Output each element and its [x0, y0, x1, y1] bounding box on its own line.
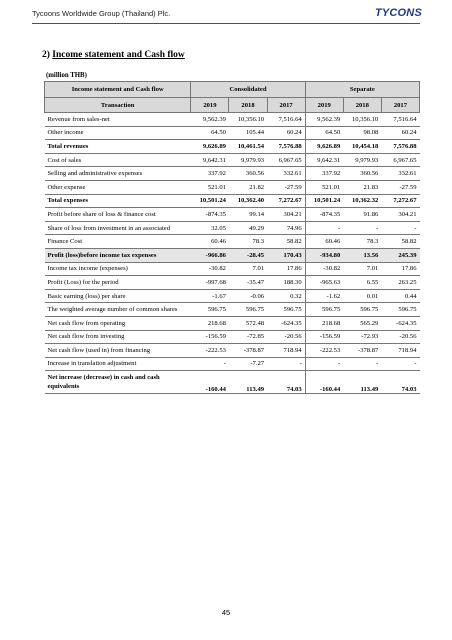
cell-value: 337.92 — [191, 167, 229, 181]
cell-value: 245.39 — [381, 248, 419, 262]
cell-value: - — [191, 357, 229, 371]
cell-value: -27.59 — [267, 180, 305, 194]
cell-value: 9,562.39 — [191, 113, 229, 127]
cell-value: -0.06 — [229, 289, 267, 303]
cell-value: 218.68 — [191, 316, 229, 330]
cell-value: 58.82 — [381, 235, 419, 249]
table-row — [45, 140, 420, 154]
cell-value: -874.35 — [305, 208, 343, 222]
cell-value: -966.86 — [191, 248, 229, 262]
cell-value: -20.56 — [381, 330, 419, 344]
cell-value: 337.92 — [305, 167, 343, 181]
cell-value: 99.14 — [229, 208, 267, 222]
cell-value: 17.86 — [267, 262, 305, 276]
cell-value: 565.29 — [343, 316, 381, 330]
row-label: Basic earning (loss) per share — [45, 289, 191, 303]
table-row — [45, 316, 420, 330]
table-row — [45, 357, 420, 371]
row-label: Cost of sales — [45, 153, 191, 167]
cell-value: 10,356.10 — [343, 113, 381, 127]
row-label: The weighted average number of common shares — [45, 303, 191, 317]
row-label: Profit (loss)before income tax expenses — [45, 248, 191, 262]
cell-value: 6,967.65 — [267, 153, 305, 167]
table-row — [45, 167, 420, 181]
cell-value: -35.47 — [229, 276, 267, 290]
table-row — [45, 303, 420, 317]
cell-value: -1.67 — [191, 289, 229, 303]
cell-value: 360.56 — [343, 167, 381, 181]
cell-value: -874.35 — [191, 208, 229, 222]
cell-value: 304.21 — [267, 208, 305, 222]
table-row — [45, 194, 420, 208]
cell-value: 7,576.88 — [267, 140, 305, 154]
cell-value: 332.61 — [381, 167, 419, 181]
cell-value: 596.75 — [381, 303, 419, 317]
cell-value: - — [343, 357, 381, 371]
cell-value: 0.32 — [267, 289, 305, 303]
row-label: Net cash flow from investing — [45, 330, 191, 344]
cell-value: 21.83 — [343, 180, 381, 194]
cell-value: 105.44 — [229, 126, 267, 140]
cell-value: -965.63 — [305, 276, 343, 290]
column-header-year: 2018 — [343, 98, 381, 113]
table-row — [45, 262, 420, 276]
row-label: Profit (Loss) for the period — [45, 276, 191, 290]
table-row — [45, 235, 420, 249]
row-label: Other expense — [45, 180, 191, 194]
column-header-year: 2019 — [305, 98, 343, 113]
cell-value: - — [381, 357, 419, 371]
cell-value: -378.87 — [229, 344, 267, 358]
cell-value: -72.93 — [343, 330, 381, 344]
table-row — [45, 113, 420, 127]
cell-value: -27.59 — [381, 180, 419, 194]
table-row — [45, 221, 420, 235]
cell-value: -30.82 — [191, 262, 229, 276]
cell-value: 60.24 — [381, 126, 419, 140]
column-header-year: 2017 — [267, 98, 305, 113]
cell-value: 188.30 — [267, 276, 305, 290]
cell-value: 0.44 — [381, 289, 419, 303]
table-row — [45, 330, 420, 344]
cell-value: 218.68 — [305, 316, 343, 330]
cell-value: -624.35 — [381, 316, 419, 330]
cell-value: 21.82 — [229, 180, 267, 194]
cell-value: 596.75 — [191, 303, 229, 317]
cell-value: 74.96 — [267, 221, 305, 235]
cell-value: 7,516.64 — [381, 113, 419, 127]
table-row — [45, 344, 420, 358]
cell-value: -378.87 — [343, 344, 381, 358]
cell-value: 17.86 — [381, 262, 419, 276]
cell-value: 9,642.31 — [305, 153, 343, 167]
row-label: Profit before share of loss & finance cost — [45, 208, 191, 222]
company-name: Tycoons Worldwide Group (Thailand) Plc. — [32, 9, 171, 18]
row-label: Total expenses — [45, 194, 191, 208]
cell-value: 74.03 — [267, 371, 305, 394]
table-row — [45, 180, 420, 194]
cell-value: 98.08 — [343, 126, 381, 140]
cell-value: 10,461.54 — [229, 140, 267, 154]
cell-value: 6,967.65 — [381, 153, 419, 167]
cell-value: 78.3 — [229, 235, 267, 249]
unit-label: (million THB) — [46, 72, 87, 79]
cell-value: 170.43 — [267, 248, 305, 262]
cell-value: -997.68 — [191, 276, 229, 290]
cell-value: 10,501.24 — [191, 194, 229, 208]
cell-value: 572.48 — [229, 316, 267, 330]
cell-value: 64.50 — [305, 126, 343, 140]
cell-value: 521.01 — [305, 180, 343, 194]
cell-value: -1.62 — [305, 289, 343, 303]
cell-value: -934.80 — [305, 248, 343, 262]
cell-value: -156.59 — [305, 330, 343, 344]
page-number: 45 — [221, 608, 231, 617]
cell-value: -28.45 — [229, 248, 267, 262]
cell-value: 10,362.32 — [343, 194, 381, 208]
row-label: Share of loss from investment in an associated — [45, 221, 191, 235]
cell-value: 7,576.88 — [381, 140, 419, 154]
cell-value: -160.44 — [305, 371, 343, 394]
cell-value: 596.75 — [305, 303, 343, 317]
group-header-separate: Separate — [305, 82, 419, 98]
column-header-year: 2018 — [229, 98, 267, 113]
row-label: Finance Cost — [45, 235, 191, 249]
group-header-row — [45, 82, 420, 98]
cell-value: 10,501.24 — [305, 194, 343, 208]
cell-value: 60.46 — [191, 235, 229, 249]
cell-value: 78.3 — [343, 235, 381, 249]
cell-value: -222.53 — [191, 344, 229, 358]
cell-value: 10,362.40 — [229, 194, 267, 208]
cell-value: 9,626.89 — [305, 140, 343, 154]
cell-value: 6.55 — [343, 276, 381, 290]
row-label: Net cash flow (used in) from financing — [45, 344, 191, 358]
row-label: Net cash flow from operating — [45, 316, 191, 330]
cell-value: 64.50 — [191, 126, 229, 140]
cell-value: 7.01 — [343, 262, 381, 276]
cell-value: 13.56 — [343, 248, 381, 262]
cell-value: -624.35 — [267, 316, 305, 330]
section-title-text: Income statement and Cash flow — [52, 50, 185, 60]
table-row — [45, 371, 420, 394]
cell-value: 332.61 — [267, 167, 305, 181]
cell-value: 7,272.67 — [267, 194, 305, 208]
column-header-transaction: Transaction — [45, 98, 191, 113]
cell-value: 263.25 — [381, 276, 419, 290]
cell-value: 60.46 — [305, 235, 343, 249]
cell-value: 596.75 — [229, 303, 267, 317]
table-row — [45, 153, 420, 167]
cell-value: 521.01 — [191, 180, 229, 194]
cell-value: 7,272.67 — [381, 194, 419, 208]
cell-value: - — [343, 221, 381, 235]
cell-value: 718.94 — [267, 344, 305, 358]
cell-value: 304.21 — [381, 208, 419, 222]
row-label: Other income — [45, 126, 191, 140]
cell-value: 596.75 — [343, 303, 381, 317]
cell-value: 9,979.93 — [229, 153, 267, 167]
table-row — [45, 289, 420, 303]
cell-value: -20.56 — [267, 330, 305, 344]
table-row — [45, 126, 420, 140]
cell-value: -72.85 — [229, 330, 267, 344]
cell-value: 9,979.93 — [343, 153, 381, 167]
cell-value: 113.49 — [229, 371, 267, 394]
cell-value: -7.27 — [229, 357, 267, 371]
cell-value: 113.49 — [343, 371, 381, 394]
cell-value: - — [305, 357, 343, 371]
cell-value: 0.01 — [343, 289, 381, 303]
cell-value: -30.82 — [305, 262, 343, 276]
cell-value: 360.56 — [229, 167, 267, 181]
cell-value: 49.29 — [229, 221, 267, 235]
table-row — [45, 276, 420, 290]
table-row — [45, 208, 420, 222]
cell-value: 58.82 — [267, 235, 305, 249]
cell-value: 718.94 — [381, 344, 419, 358]
cell-value: 9,626.89 — [191, 140, 229, 154]
cell-value: 7,516.64 — [267, 113, 305, 127]
row-label: Selling and administrative expenses — [45, 167, 191, 181]
section-title — [42, 50, 185, 60]
row-label: Revenue from sales-net — [45, 113, 191, 127]
column-header-year: 2017 — [381, 98, 419, 113]
cell-value: 60.24 — [267, 126, 305, 140]
group-header-first: Income statement and Cash flow — [45, 82, 191, 98]
group-header-consolidated: Consolidated — [191, 82, 305, 98]
column-header-row — [45, 98, 420, 113]
cell-value: -222.53 — [305, 344, 343, 358]
cell-value: 596.75 — [267, 303, 305, 317]
cell-value: 9,562.39 — [305, 113, 343, 127]
row-label: Income tax income (expenses) — [45, 262, 191, 276]
row-label: Increase in translation adjustment — [45, 357, 191, 371]
cell-value: 91.86 — [343, 208, 381, 222]
cell-value: -156.59 — [191, 330, 229, 344]
cell-value: 32.05 — [191, 221, 229, 235]
cell-value: 74.03 — [381, 371, 419, 394]
header-divider — [32, 23, 420, 24]
cell-value: 7.01 — [229, 262, 267, 276]
column-header-year: 2019 — [191, 98, 229, 113]
financial-table — [44, 81, 420, 394]
company-logo: TYCONS — [374, 7, 422, 19]
row-label: Net increase (decrease) in cash and cash equivalents — [45, 371, 191, 394]
cell-value: - — [305, 221, 343, 235]
cell-value: - — [381, 221, 419, 235]
cell-value: 10,454.18 — [343, 140, 381, 154]
cell-value: 10,356.10 — [229, 113, 267, 127]
section-number: 2) — [42, 50, 50, 60]
cell-value: - — [267, 357, 305, 371]
cell-value: 9,642.31 — [191, 153, 229, 167]
table-row — [45, 248, 420, 262]
row-label: Total revenues — [45, 140, 191, 154]
cell-value: -160.44 — [191, 371, 229, 394]
